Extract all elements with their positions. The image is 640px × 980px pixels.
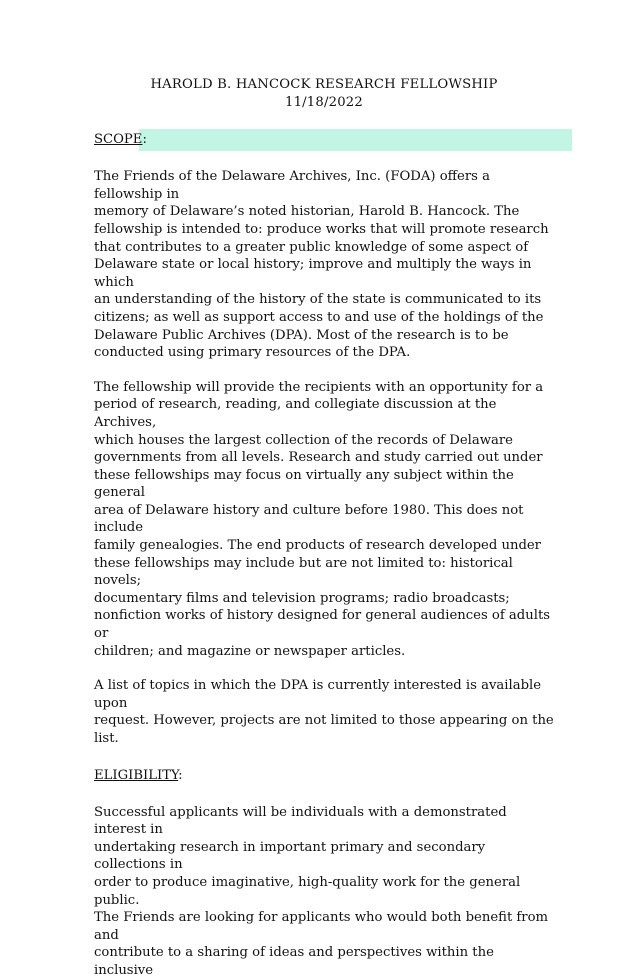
eligibility-heading-colon: : — [178, 767, 183, 783]
document-title: HAROLD B. HANCOCK RESEARCH FELLOWSHIP — [150, 77, 498, 92]
scope-paragraph-3: A list of topics in which the DPA is currently interested is available upon request. However, projects are not limited to those appearing on the list. — [94, 678, 554, 746]
scope-heading-label: SCOPE — [94, 132, 143, 148]
scope-heading-row — [94, 129, 554, 151]
eligibility-paragraph-1: Successful applicants will be individuals with a demonstrated interest in undertaking research in important primary and secondary collections in order to produce imaginative, high-quality work for the general public. The Friends are looking for applicants who would both benefit from and contribute to a sharing of ideas and perspectives within the inclusive — [94, 804, 549, 978]
scope-paragraph-2: The fellowship will provide the recipients with an opportunity for a period of research, reading, and collegiate discussion at the Archives, which houses the largest collection of the records of Delaware governments from all levels. Research and study carried out under these fellowships may focus on virtually any subject within the general area of Delaware history and culture before 1980. This does not include family genealogies. The end products of research developed under these fellowships may include but are not limited to: historical novels; documentary films and television programs; radio broadcasts; nonfiction works of history designed for general audiences of adults or children; and magazine or newspaper articles. — [94, 379, 551, 659]
scope-highlight-field — [139, 129, 572, 151]
eligibility-heading-row — [94, 765, 554, 787]
scope-paragraph-1: The Friends of the Delaware Archives, Inc. (FODA) offers a fellowship in memory of Delaware’s noted historian, Harold B. Hancock. The fellowship is intended to: produce works that will promote research that contributes to a greater public knowledge of some aspect of Delaware state or local history; improve and multiply the ways in which an understanding of the history of the state is communicated to its citizens; as well as support access to and use of the holdings of the Delaware Public Archives (DPA). Most of the research is to be conducted using primary resources of the DPA. — [94, 169, 549, 361]
eligibility-heading-label: ELIGIBILITY — [94, 767, 179, 783]
document-page — [94, 76, 554, 980]
eligibility-heading — [94, 765, 183, 787]
scope-heading-colon: : — [142, 132, 147, 148]
scope-heading — [94, 129, 147, 151]
document-date: 11/18/2022 — [284, 94, 363, 110]
